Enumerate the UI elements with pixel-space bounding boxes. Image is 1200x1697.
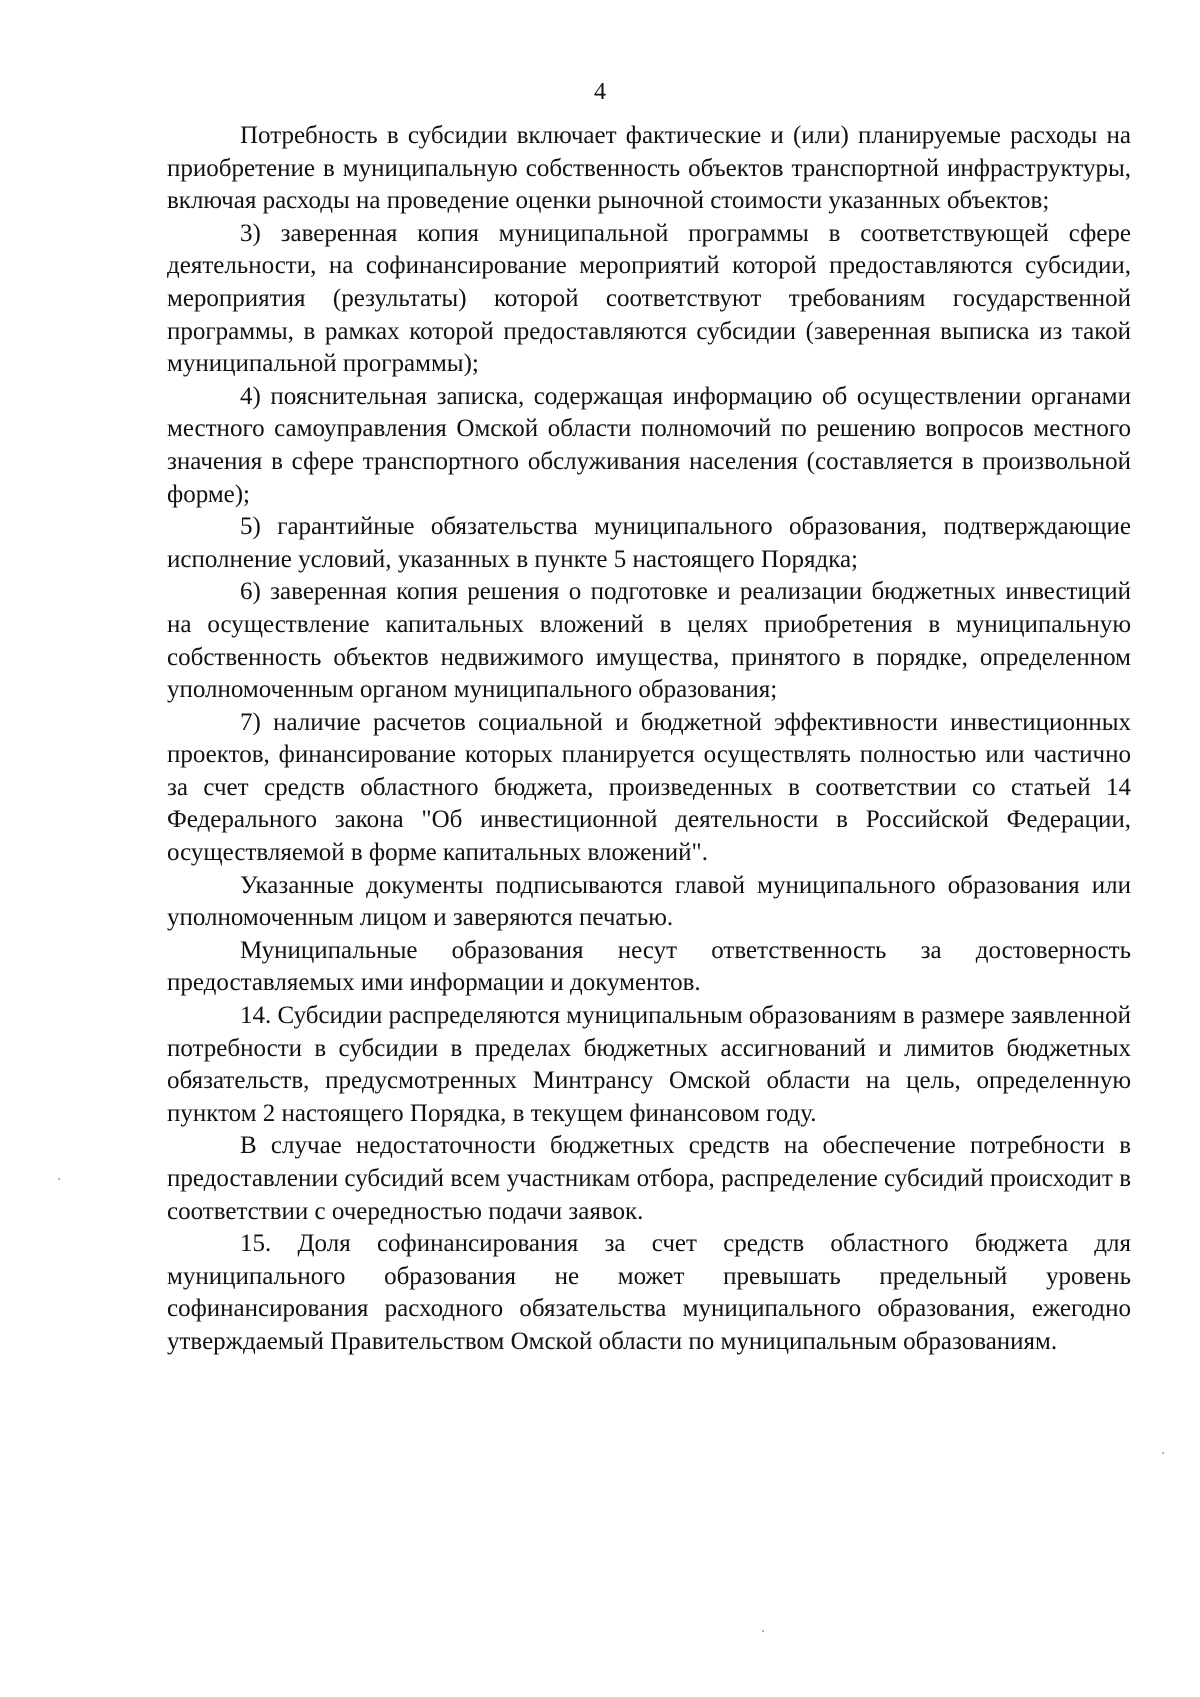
paragraph-responsibility: Муниципальные образования несут ответственность за достоверность предоставляемых ими информации и документов. <box>167 936 1131 997</box>
paragraph-14-distribution: 14. Субсидии распределяются муниципальным образованиям в размере заявленной потребности в субсидии в пределах бюджетных ассигнований и лимитов бюджетных обязательств, предусмотренных Минтрансу Омской области на цель, определенную пунктом 2 настоящего Порядка, в текущем финансовом году. <box>167 1002 1131 1127</box>
paragraph-15-cofinancing-share: 15. Доля софинансирования за счет средств областного бюджета для муниципального образования не может превышать предельный уровень софинансирования расходного обязательства муниципального образования, ежегодно утверждаемый Правительством Омской области по муниципальным образованиям. <box>167 1230 1131 1355</box>
paragraph-item-7-efficiency-calculations: 7) наличие расчетов социальной и бюджетной эффективности инвестиционных проектов, финансирование которых планируется осуществлять полностью или частично за счет средств областного бюджета, произведенных в соответствии со статьей 14 Федерального закона "Об инвестиционной деятельности в Российской Федерации, осуществляемой в форме капитальных вложений". <box>167 708 1131 867</box>
page-number: 4 <box>594 79 606 105</box>
scan-speck <box>762 1630 764 1632</box>
paragraph-need-for-subsidy: Потребность в субсидии включает фактические и (или) планируемые расходы на приобретение в муниципальную собственность объектов транспортной инфраструктуры, включая расходы на проведение оценки рыночной стоимости указанных объектов; <box>167 122 1131 215</box>
document-body <box>167 120 1131 1359</box>
paragraph-insufficient-funds: В случае недостаточности бюджетных средств на обеспечение потребности в предоставлении субсидий всем участникам отбора, распределение субсидий происходит в соответствии с очередностью подачи заявок. <box>167 1132 1131 1225</box>
scan-speck <box>1162 1452 1164 1454</box>
paragraph-documents-signing: Указанные документы подписываются главой муниципального образования или уполномоченным лицом и заверяются печатью. <box>167 871 1131 932</box>
scan-speck <box>58 1178 60 1180</box>
paragraph-item-3-program-copy: 3) заверенная копия муниципальной программы в соответствующей сфере деятельности, на софинансирование мероприятий которой предоставляются субсидии, мероприятия (результаты) которой соответствуют требованиям государственной программы, в рамках которой предоставляются субсидии (заверенная выписка из такой муниципальной программы); <box>167 219 1131 378</box>
paragraph-item-6-investment-decision: 6) заверенная копия решения о подготовке и реализации бюджетных инвестиций на осуществление капитальных вложений в целях приобретения в муниципальную собственность объектов недвижимого имущества, принятого в порядке, определенном уполномоченным органом муниципального образования; <box>167 578 1131 704</box>
paragraph-item-4-explanatory-note: 4) пояснительная записка, содержащая информацию об осуществлении органами местного самоуправления Омской области полномочий по решению вопросов местного значения в сфере транспортного обслуживания населения (составляется в произвольной форме); <box>167 382 1131 508</box>
paragraph-item-5-guarantees: 5) гарантийные обязательства муниципального образования, подтверждающие исполнение условий, указанных в пункте 5 настоящего Порядка; <box>167 513 1131 573</box>
